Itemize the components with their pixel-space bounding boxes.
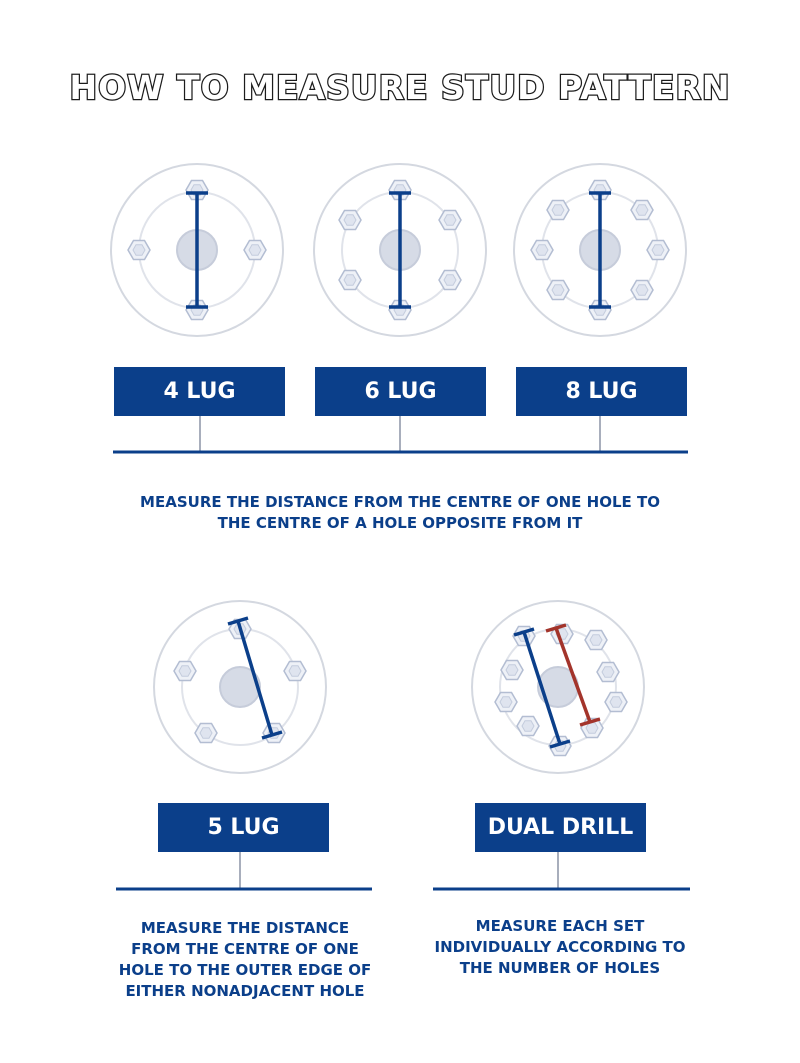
wheel-dual-drill [472,601,644,773]
description-line: HOLE TO THE OUTER EDGE OF [118,961,372,979]
page-title: HOW TO MEASURE STUD PATTERN [69,68,731,107]
wheel-4-lug [111,164,283,336]
description-even-lug [60,492,740,534]
description-line: THE CENTRE OF A HOLE OPPOSITE FROM IT [217,514,583,532]
label-5-lug: 5 LUG [158,803,329,852]
description-line: MEASURE THE DISTANCE [140,919,350,937]
label-dual-drill: DUAL DRILL [475,803,646,852]
description-line: MEASURE THE DISTANCE FROM THE CENTRE OF ONE HOLE TO [140,493,660,511]
top-connector [113,416,688,452]
wheel-5-lug [154,601,326,773]
bottom-connectors [116,852,690,889]
wheel-6-lug [314,164,486,336]
description-dual-drill [415,916,705,979]
description-line: THE NUMBER OF HOLES [459,959,661,977]
description-5-lug [100,918,390,1002]
description-line: EITHER NONADJACENT HOLE [125,982,365,1000]
description-line: FROM THE CENTRE OF ONE [131,940,359,958]
wheel-8-lug [514,164,686,336]
label-4-lug: 4 LUG [114,367,285,416]
description-line: MEASURE EACH SET [475,917,645,935]
description-line: INDIVIDUALLY ACCORDING TO [434,938,686,956]
label-8-lug: 8 LUG [516,367,687,416]
label-6-lug: 6 LUG [315,367,486,416]
